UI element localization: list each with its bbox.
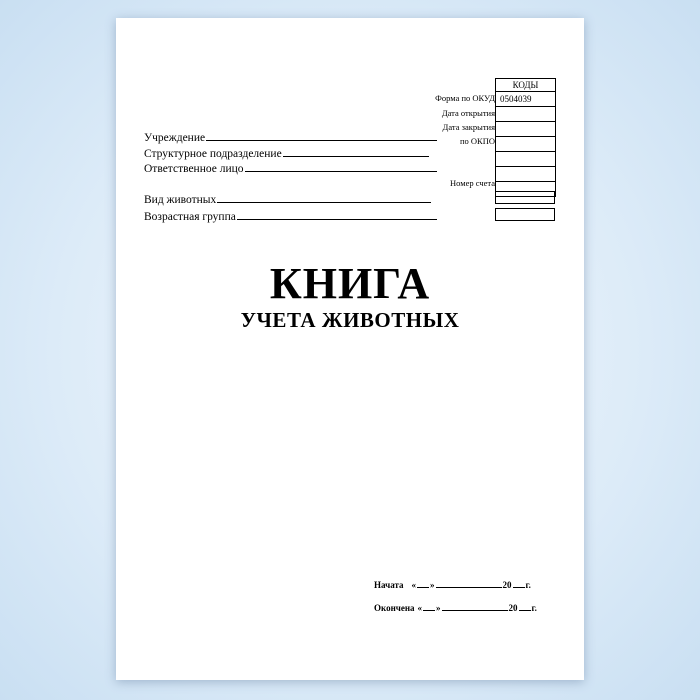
ended-year-suffix: г. — [531, 603, 537, 613]
age-group-field — [144, 211, 437, 223]
account-number-label: Номер счета — [450, 178, 495, 188]
started-open-quote: « — [411, 580, 417, 590]
book-title: КНИГА — [269, 259, 431, 308]
empty-code-cell-2 — [496, 167, 555, 182]
close-date-cell — [496, 122, 555, 137]
division-line — [283, 156, 429, 157]
ended-date-row — [374, 603, 537, 613]
ended-year-line — [519, 610, 531, 611]
ended-close-quote: » — [436, 603, 441, 613]
responsible-line — [245, 171, 437, 172]
okud-code-cell: 0504039 — [496, 92, 555, 107]
started-close-quote: » — [430, 580, 435, 590]
division-field — [144, 148, 429, 160]
ended-month-line — [442, 610, 508, 611]
responsible-label: Ответственное лицо — [144, 163, 244, 175]
animal-type-label: Вид животных — [144, 194, 217, 206]
okpo-label: по ОКПО — [459, 136, 495, 146]
started-year-prefix: 20 — [502, 580, 512, 590]
institution-line — [206, 140, 437, 141]
codes-table — [495, 78, 556, 197]
ended-day-line — [423, 610, 435, 611]
started-year-suffix: г. — [525, 580, 531, 590]
animal-type-line — [217, 202, 431, 203]
responsible-field — [144, 163, 437, 175]
division-label: Структурное подразделение — [144, 148, 282, 160]
ended-label: Окончена — [374, 603, 415, 613]
codes-header: КОДЫ — [496, 79, 555, 92]
okpo-cell — [496, 137, 555, 152]
started-day-line — [417, 587, 429, 588]
okud-label: Форма по ОКУД — [435, 93, 495, 103]
animal-type-code-box — [495, 191, 555, 204]
institution-field — [144, 132, 437, 144]
started-year-line — [513, 587, 525, 588]
ended-year-prefix: 20 — [508, 603, 518, 613]
open-date-label: Дата открытия — [441, 108, 495, 118]
animal-type-field — [144, 194, 431, 206]
started-date-row — [374, 580, 531, 590]
age-group-line — [237, 219, 437, 220]
open-date-cell — [496, 107, 555, 122]
started-month-line — [436, 587, 502, 588]
book-subtitle: УЧЕТА ЖИВОТНЫХ — [240, 308, 460, 332]
ended-open-quote: « — [417, 603, 423, 613]
age-group-code-box — [495, 208, 555, 221]
close-date-label: Дата закрытия — [442, 122, 495, 132]
started-label: Начата — [374, 580, 404, 590]
institution-label: Учреждение — [144, 132, 206, 144]
age-group-label: Возрастная группа — [144, 211, 236, 223]
document-page — [116, 18, 584, 680]
empty-code-cell-1 — [496, 152, 555, 167]
